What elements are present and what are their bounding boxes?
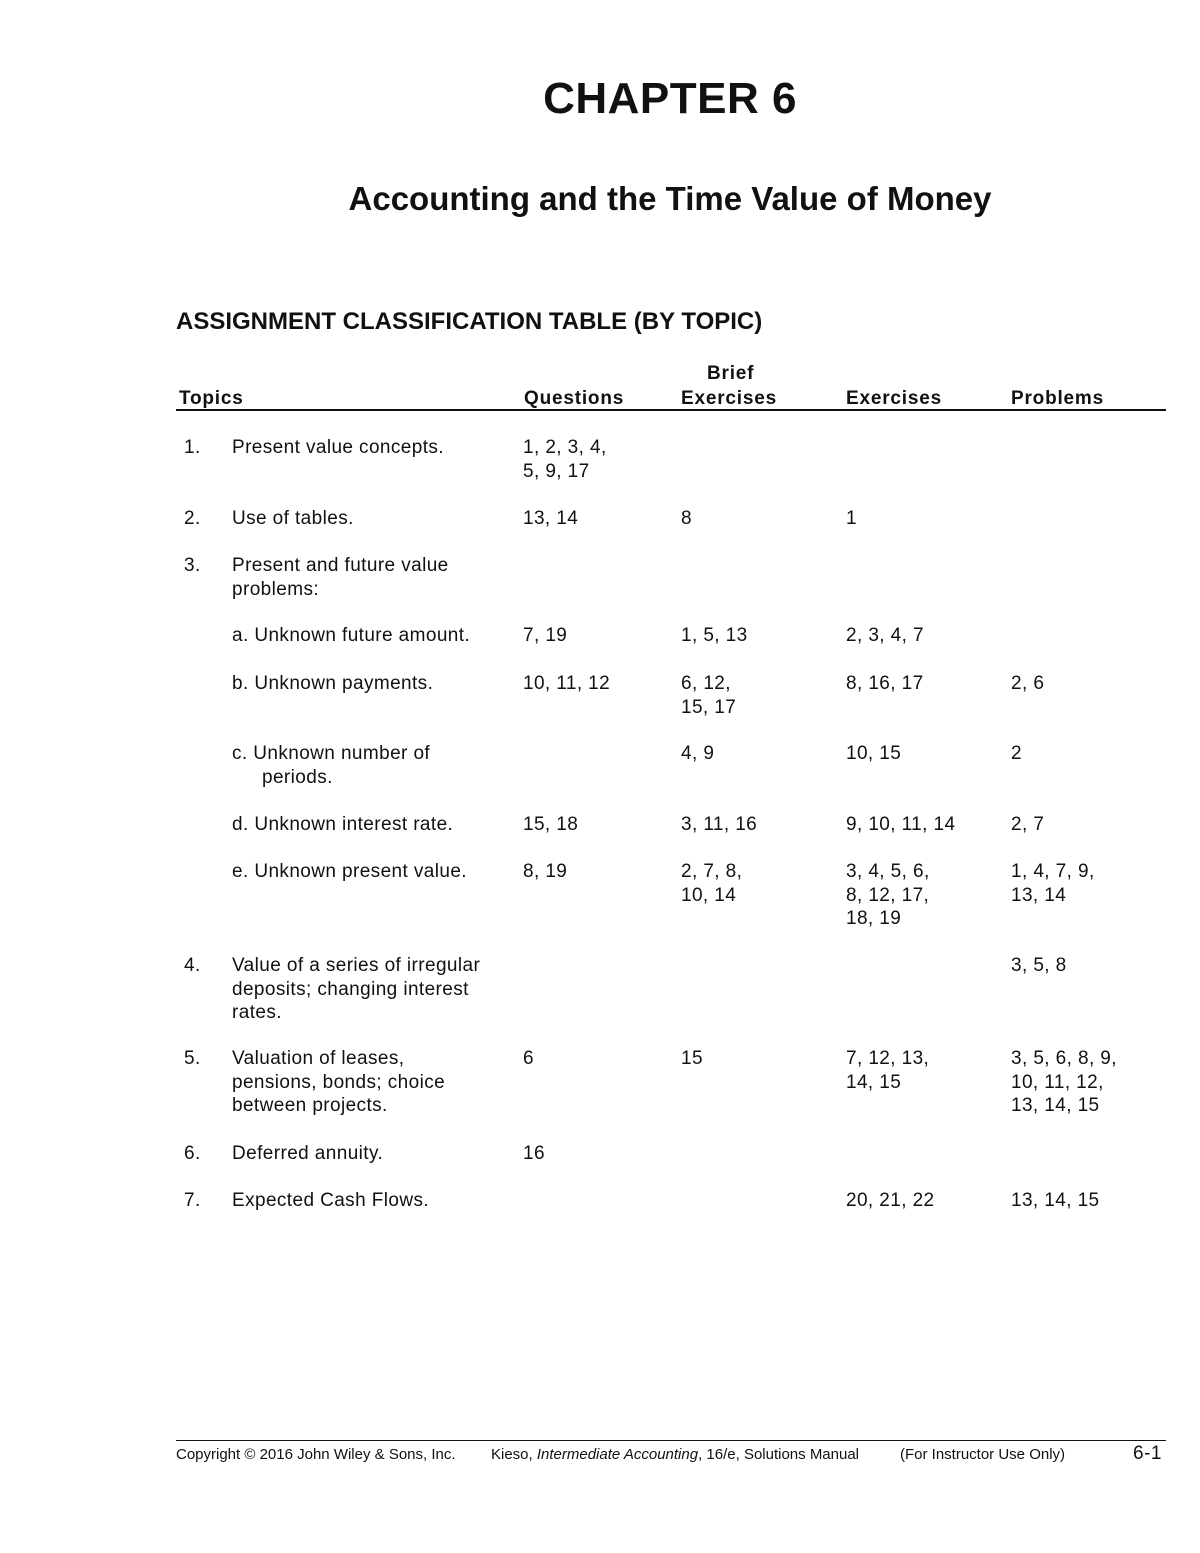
row-number: 5. xyxy=(184,1048,201,1069)
row-brief-exercises: 2, 7, 8, 10, 14 xyxy=(681,861,743,906)
row-topic: Value of a series of irregular deposits; changing interest rates. xyxy=(232,955,481,1023)
row-exercises: 7, 12, 13, 14, 15 xyxy=(846,1048,930,1093)
row-brief-exercises: 1, 5, 13 xyxy=(681,625,748,646)
row-number: 4. xyxy=(184,955,201,976)
row-number: 2. xyxy=(184,508,201,529)
row-problems: 2 xyxy=(1011,743,1022,764)
row-topic: e. Unknown present value. xyxy=(232,861,467,882)
row-number: 3. xyxy=(184,555,201,576)
chapter-subtitle: Accounting and the Time Value of Money xyxy=(348,180,992,217)
header-questions: Questions xyxy=(524,388,625,409)
chapter-title: CHAPTER 6 xyxy=(543,74,797,123)
row-exercises: 3, 4, 5, 6, 8, 12, 17, 18, 19 xyxy=(846,861,930,929)
footer-rule xyxy=(176,1440,1166,1441)
row-exercises: 1 xyxy=(846,508,857,529)
row-questions: 8, 19 xyxy=(523,861,568,882)
footer-book xyxy=(491,1446,859,1463)
row-topic: Present value concepts. xyxy=(232,437,444,458)
row-topic: Present and future value problems: xyxy=(232,555,449,600)
page-number: 6-1 xyxy=(1133,1443,1162,1464)
row-problems: 3, 5, 6, 8, 9, 10, 11, 12, 13, 14, 15 xyxy=(1011,1048,1117,1116)
row-topic: Expected Cash Flows. xyxy=(232,1190,430,1211)
row-questions: 13, 14 xyxy=(523,508,579,529)
header-brief-exercises: Exercises xyxy=(681,388,777,409)
row-brief-exercises: 4, 9 xyxy=(681,743,715,764)
header-problems: Problems xyxy=(1011,388,1104,409)
header-topics: Topics xyxy=(179,388,244,409)
row-questions: 15, 18 xyxy=(523,814,579,835)
footer-note: (For Instructor Use Only) xyxy=(900,1446,1066,1463)
header-rule xyxy=(176,409,1166,411)
footer-author: Kieso, xyxy=(491,1446,537,1463)
row-topic: Deferred annuity. xyxy=(232,1143,384,1164)
footer-copyright: Copyright © 2016 John Wiley & Sons, Inc. xyxy=(176,1446,456,1463)
section-title: ASSIGNMENT CLASSIFICATION TABLE (BY TOPIC) xyxy=(176,308,763,335)
row-problems: 1, 4, 7, 9, 13, 14 xyxy=(1011,861,1095,906)
row-questions: 7, 19 xyxy=(523,625,568,646)
row-number: 6. xyxy=(184,1143,201,1164)
row-topic: Use of tables. xyxy=(232,508,354,529)
row-exercises: 2, 3, 4, 7 xyxy=(846,625,924,646)
header-brief: Brief xyxy=(707,363,755,384)
row-topic: a. Unknown future amount. xyxy=(232,625,471,646)
row-questions: 6 xyxy=(523,1048,534,1069)
footer-book-title: Intermediate Accounting xyxy=(536,1446,699,1463)
row-exercises: 10, 15 xyxy=(846,743,902,764)
row-exercises: 8, 16, 17 xyxy=(846,673,924,694)
row-topic: d. Unknown interest rate. xyxy=(232,814,454,835)
row-topic: Valuation of leases, pensions, bonds; choice between projects. xyxy=(232,1048,446,1116)
row-brief-exercises: 15 xyxy=(681,1048,703,1069)
row-brief-exercises: 8 xyxy=(681,508,692,529)
row-topic: c. Unknown number of periods. xyxy=(232,743,431,788)
row-questions: 10, 11, 12 xyxy=(523,673,611,694)
row-questions: 16 xyxy=(523,1143,545,1164)
row-problems: 13, 14, 15 xyxy=(1011,1190,1100,1211)
row-problems: 2, 7 xyxy=(1011,814,1045,835)
row-topic: b. Unknown payments. xyxy=(232,673,434,694)
footer-edition: , 16/e, Solutions Manual xyxy=(698,1446,860,1463)
row-brief-exercises: 6, 12, 15, 17 xyxy=(681,673,737,718)
row-problems: 3, 5, 8 xyxy=(1011,955,1067,976)
header-exercises: Exercises xyxy=(846,388,942,409)
row-number: 7. xyxy=(184,1190,201,1211)
row-exercises: 9, 10, 11, 14 xyxy=(846,814,956,835)
row-exercises: 20, 21, 22 xyxy=(846,1190,935,1211)
row-number: 1. xyxy=(184,437,201,458)
row-problems: 2, 6 xyxy=(1011,673,1045,694)
row-questions: 1, 2, 3, 4, 5, 9, 17 xyxy=(523,437,607,482)
row-brief-exercises: 3, 11, 16 xyxy=(681,814,758,835)
